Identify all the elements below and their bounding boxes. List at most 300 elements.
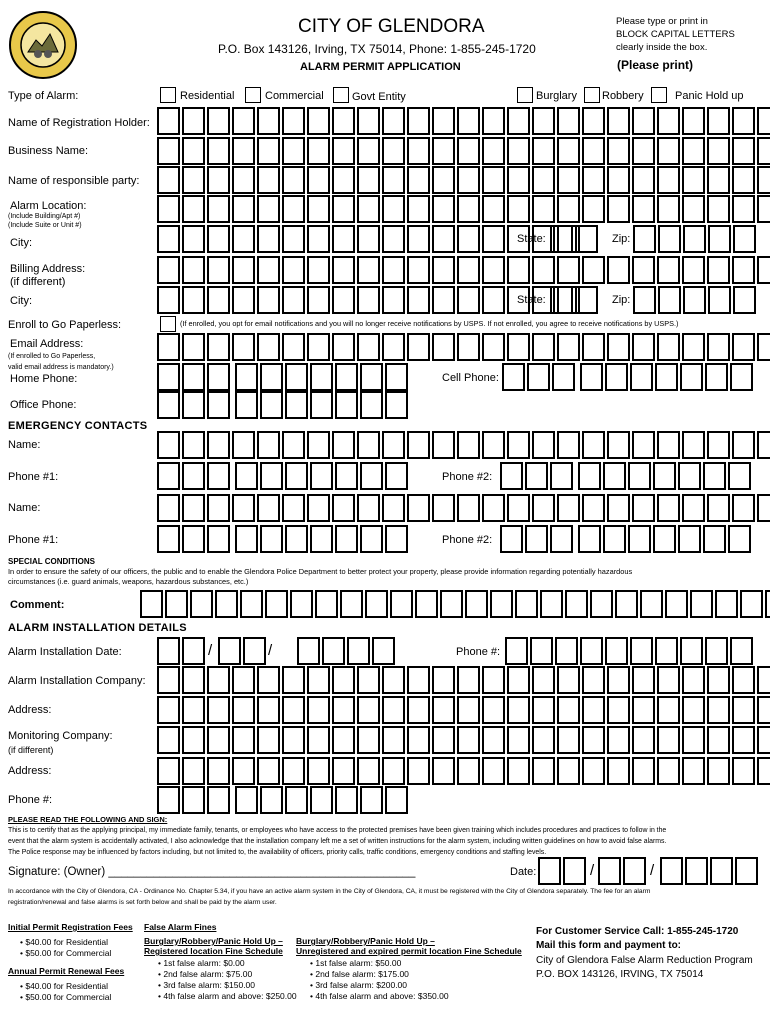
char-box[interactable] [315, 590, 338, 618]
char-box[interactable] [757, 431, 770, 459]
char-box[interactable] [182, 726, 205, 754]
char-box[interactable] [515, 590, 538, 618]
char-box[interactable] [732, 333, 755, 361]
e1-phone2-area-boxes[interactable] [500, 462, 575, 488]
char-box[interactable] [407, 757, 430, 785]
char-box[interactable] [623, 857, 646, 885]
char-box[interactable] [307, 757, 330, 785]
char-box[interactable] [728, 525, 751, 553]
char-box[interactable] [235, 363, 258, 391]
char-box[interactable] [432, 666, 455, 694]
char-box[interactable] [207, 256, 230, 284]
char-box[interactable] [182, 225, 205, 253]
char-box[interactable] [707, 333, 730, 361]
char-box[interactable] [682, 666, 705, 694]
char-box[interactable] [482, 494, 505, 522]
char-box[interactable] [507, 726, 530, 754]
char-box[interactable] [707, 696, 730, 724]
char-box[interactable] [707, 757, 730, 785]
e2-phone2-line-boxes[interactable] [653, 525, 753, 551]
char-box[interactable] [257, 333, 280, 361]
char-box[interactable] [632, 431, 655, 459]
char-box[interactable] [357, 696, 380, 724]
char-box[interactable] [322, 637, 345, 665]
char-box[interactable] [257, 696, 280, 724]
char-box[interactable] [347, 637, 370, 665]
email-boxes[interactable] [157, 333, 770, 359]
char-box[interactable] [557, 494, 580, 522]
char-box[interactable] [357, 757, 380, 785]
char-box[interactable] [382, 286, 405, 314]
char-box[interactable] [307, 726, 330, 754]
char-box[interactable] [432, 431, 455, 459]
char-box[interactable] [550, 462, 573, 490]
char-box[interactable] [335, 786, 358, 814]
char-box[interactable] [507, 333, 530, 361]
char-box[interactable] [527, 363, 550, 391]
char-box[interactable] [260, 786, 283, 814]
char-box[interactable] [507, 225, 530, 253]
char-box[interactable] [157, 525, 180, 553]
char-box[interactable] [157, 786, 180, 814]
char-box[interactable] [682, 256, 705, 284]
char-box[interactable] [165, 590, 188, 618]
char-box[interactable] [285, 786, 308, 814]
char-box[interactable] [332, 333, 355, 361]
char-box[interactable] [182, 525, 205, 553]
char-box[interactable] [457, 333, 480, 361]
char-box[interactable] [257, 225, 280, 253]
char-box[interactable] [260, 525, 283, 553]
char-box[interactable] [550, 286, 573, 314]
char-box[interactable] [630, 637, 653, 665]
char-box[interactable] [297, 637, 320, 665]
char-box[interactable] [190, 590, 213, 618]
char-box[interactable] [732, 256, 755, 284]
char-box[interactable] [757, 333, 770, 361]
char-box[interactable] [207, 107, 230, 135]
char-box[interactable] [658, 225, 681, 253]
char-box[interactable] [607, 726, 630, 754]
char-box[interactable] [265, 590, 288, 618]
char-box[interactable] [360, 525, 383, 553]
char-box[interactable] [482, 431, 505, 459]
sig-year-boxes[interactable] [660, 857, 760, 883]
char-box[interactable] [682, 137, 705, 165]
char-box[interactable] [232, 137, 255, 165]
char-box[interactable] [482, 666, 505, 694]
char-box[interactable] [307, 666, 330, 694]
char-box[interactable] [730, 637, 753, 665]
char-box[interactable] [457, 431, 480, 459]
char-box[interactable] [407, 494, 430, 522]
char-box[interactable] [705, 363, 728, 391]
char-box[interactable] [607, 696, 630, 724]
char-box[interactable] [157, 256, 180, 284]
char-box[interactable] [382, 333, 405, 361]
char-box[interactable] [707, 166, 730, 194]
char-box[interactable] [507, 256, 530, 284]
char-box[interactable] [432, 726, 455, 754]
char-box[interactable] [282, 286, 305, 314]
char-box[interactable] [607, 256, 630, 284]
char-box[interactable] [332, 166, 355, 194]
char-box[interactable] [282, 195, 305, 223]
char-box[interactable] [732, 726, 755, 754]
e2-phone1-prefix-boxes[interactable] [235, 525, 310, 551]
char-box[interactable] [207, 696, 230, 724]
char-box[interactable] [757, 107, 770, 135]
char-box[interactable] [525, 525, 548, 553]
char-box[interactable] [540, 590, 563, 618]
char-box[interactable] [232, 256, 255, 284]
char-box[interactable] [335, 462, 358, 490]
char-box[interactable] [757, 137, 770, 165]
char-box[interactable] [590, 590, 613, 618]
char-box[interactable] [407, 256, 430, 284]
char-box[interactable] [628, 462, 651, 490]
char-box[interactable] [307, 256, 330, 284]
char-box[interactable] [607, 166, 630, 194]
char-box[interactable] [682, 166, 705, 194]
char-box[interactable] [182, 195, 205, 223]
char-box[interactable] [680, 637, 703, 665]
char-box[interactable] [500, 525, 523, 553]
char-box[interactable] [532, 494, 555, 522]
char-box[interactable] [707, 431, 730, 459]
char-box[interactable] [432, 333, 455, 361]
char-box[interactable] [482, 726, 505, 754]
char-box[interactable] [365, 590, 388, 618]
char-box[interactable] [552, 363, 575, 391]
char-box[interactable] [557, 333, 580, 361]
char-box[interactable] [307, 696, 330, 724]
char-box[interactable] [385, 363, 408, 391]
char-box[interactable] [207, 391, 230, 419]
monitoring-phone-prefix-boxes[interactable] [235, 786, 310, 812]
char-box[interactable] [532, 166, 555, 194]
char-box[interactable] [157, 757, 180, 785]
char-box[interactable] [282, 166, 305, 194]
e1-phone1-area-boxes[interactable] [157, 462, 232, 488]
char-box[interactable] [432, 696, 455, 724]
char-box[interactable] [557, 757, 580, 785]
char-box[interactable] [360, 462, 383, 490]
char-box[interactable] [157, 225, 180, 253]
char-box[interactable] [382, 757, 405, 785]
char-box[interactable] [657, 666, 680, 694]
char-box[interactable] [407, 696, 430, 724]
char-box[interactable] [505, 637, 528, 665]
e1-phone2-line-boxes[interactable] [653, 462, 753, 488]
char-box[interactable] [582, 666, 605, 694]
char-box[interactable] [482, 166, 505, 194]
char-box[interactable] [243, 637, 266, 665]
char-box[interactable] [457, 666, 480, 694]
char-box[interactable] [282, 757, 305, 785]
char-box[interactable] [582, 431, 605, 459]
char-box[interactable] [732, 431, 755, 459]
char-box[interactable] [432, 166, 455, 194]
char-box[interactable] [603, 525, 626, 553]
char-box[interactable] [465, 590, 488, 618]
char-box[interactable] [157, 107, 180, 135]
char-box[interactable] [382, 195, 405, 223]
char-box[interactable] [532, 757, 555, 785]
char-box[interactable] [335, 363, 358, 391]
char-box[interactable] [340, 590, 363, 618]
char-box[interactable] [457, 757, 480, 785]
char-box[interactable] [532, 696, 555, 724]
char-box[interactable] [207, 666, 230, 694]
char-box[interactable] [182, 363, 205, 391]
char-box[interactable] [407, 431, 430, 459]
char-box[interactable] [607, 431, 630, 459]
char-box[interactable] [182, 166, 205, 194]
char-box[interactable] [657, 494, 680, 522]
char-box[interactable] [707, 726, 730, 754]
char-box[interactable] [653, 525, 676, 553]
char-box[interactable] [457, 256, 480, 284]
char-box[interactable] [550, 225, 573, 253]
char-box[interactable] [710, 857, 733, 885]
char-box[interactable] [182, 137, 205, 165]
char-box[interactable] [507, 286, 530, 314]
char-box[interactable] [740, 590, 763, 618]
char-box[interactable] [382, 696, 405, 724]
char-box[interactable] [707, 666, 730, 694]
char-box[interactable] [232, 757, 255, 785]
char-box[interactable] [682, 726, 705, 754]
char-box[interactable] [598, 857, 621, 885]
e1-phone2-prefix-boxes[interactable] [578, 462, 653, 488]
char-box[interactable] [507, 696, 530, 724]
char-box[interactable] [207, 462, 230, 490]
char-box[interactable] [705, 637, 728, 665]
comment-boxes[interactable] [140, 590, 770, 616]
char-box[interactable] [685, 857, 708, 885]
e2-phone1-area-boxes[interactable] [157, 525, 232, 551]
char-box[interactable] [532, 666, 555, 694]
char-box[interactable] [307, 137, 330, 165]
char-box[interactable] [732, 107, 755, 135]
char-box[interactable] [628, 525, 651, 553]
char-box[interactable] [757, 494, 770, 522]
char-box[interactable] [660, 857, 683, 885]
char-box[interactable] [385, 525, 408, 553]
char-box[interactable] [557, 696, 580, 724]
char-box[interactable] [157, 494, 180, 522]
char-box[interactable] [357, 195, 380, 223]
char-box[interactable] [632, 333, 655, 361]
char-box[interactable] [407, 137, 430, 165]
char-box[interactable] [285, 391, 308, 419]
char-box[interactable] [580, 363, 603, 391]
char-box[interactable] [707, 494, 730, 522]
char-box[interactable] [532, 107, 555, 135]
e2-phone1-line-boxes[interactable] [310, 525, 410, 551]
char-box[interactable] [532, 431, 555, 459]
char-box[interactable] [657, 333, 680, 361]
char-box[interactable] [733, 286, 756, 314]
monitoring-phone-area-boxes[interactable] [157, 786, 232, 812]
char-box[interactable] [257, 431, 280, 459]
char-box[interactable] [630, 363, 653, 391]
char-box[interactable] [607, 757, 630, 785]
char-box[interactable] [215, 590, 238, 618]
char-box[interactable] [382, 431, 405, 459]
char-box[interactable] [332, 431, 355, 459]
char-box[interactable] [565, 590, 588, 618]
char-box[interactable] [507, 195, 530, 223]
char-box[interactable] [415, 590, 438, 618]
char-box[interactable] [457, 195, 480, 223]
char-box[interactable] [332, 137, 355, 165]
char-box[interactable] [207, 195, 230, 223]
char-box[interactable] [332, 757, 355, 785]
char-box[interactable] [735, 857, 758, 885]
char-box[interactable] [385, 462, 408, 490]
char-box[interactable] [703, 525, 726, 553]
char-box[interactable] [732, 195, 755, 223]
char-box[interactable] [582, 726, 605, 754]
char-box[interactable] [310, 786, 333, 814]
char-box[interactable] [182, 462, 205, 490]
char-box[interactable] [482, 333, 505, 361]
alarm-location-boxes[interactable] [157, 195, 770, 221]
char-box[interactable] [285, 525, 308, 553]
robbery-checkbox[interactable] [584, 87, 600, 103]
cell-phone-line-boxes[interactable] [655, 363, 755, 389]
char-box[interactable] [157, 726, 180, 754]
char-box[interactable] [632, 494, 655, 522]
responsible-party-boxes[interactable] [157, 166, 770, 192]
char-box[interactable] [282, 696, 305, 724]
char-box[interactable] [682, 494, 705, 522]
char-box[interactable] [482, 107, 505, 135]
char-box[interactable] [690, 590, 713, 618]
char-box[interactable] [382, 166, 405, 194]
office-phone-prefix-boxes[interactable] [235, 391, 310, 417]
char-box[interactable] [360, 363, 383, 391]
char-box[interactable] [457, 137, 480, 165]
char-box[interactable] [582, 137, 605, 165]
char-box[interactable] [282, 431, 305, 459]
office-phone-area-boxes[interactable] [157, 391, 232, 417]
char-box[interactable] [557, 166, 580, 194]
install-day-boxes[interactable] [218, 637, 268, 663]
char-box[interactable] [482, 137, 505, 165]
char-box[interactable] [457, 225, 480, 253]
char-box[interactable] [332, 107, 355, 135]
char-box[interactable] [707, 256, 730, 284]
char-box[interactable] [658, 286, 681, 314]
char-box[interactable] [332, 195, 355, 223]
char-box[interactable] [457, 286, 480, 314]
char-box[interactable] [235, 462, 258, 490]
burglary-checkbox[interactable] [517, 87, 533, 103]
char-box[interactable] [157, 137, 180, 165]
char-box[interactable] [640, 590, 663, 618]
char-box[interactable] [708, 225, 731, 253]
char-box[interactable] [240, 590, 263, 618]
char-box[interactable] [257, 757, 280, 785]
char-box[interactable] [407, 726, 430, 754]
monitoring-phone-line-boxes[interactable] [310, 786, 410, 812]
char-box[interactable] [385, 391, 408, 419]
char-box[interactable] [457, 726, 480, 754]
home-phone-area-boxes[interactable] [157, 363, 232, 389]
char-box[interactable] [432, 494, 455, 522]
char-box[interactable] [732, 137, 755, 165]
char-box[interactable] [357, 166, 380, 194]
char-box[interactable] [582, 166, 605, 194]
char-box[interactable] [282, 225, 305, 253]
char-box[interactable] [232, 225, 255, 253]
char-box[interactable] [507, 431, 530, 459]
char-box[interactable] [582, 107, 605, 135]
char-box[interactable] [207, 333, 230, 361]
char-box[interactable] [307, 107, 330, 135]
char-box[interactable] [707, 107, 730, 135]
char-box[interactable] [357, 666, 380, 694]
char-box[interactable] [232, 696, 255, 724]
char-box[interactable] [582, 757, 605, 785]
char-box[interactable] [307, 431, 330, 459]
char-box[interactable] [525, 462, 548, 490]
char-box[interactable] [557, 726, 580, 754]
char-box[interactable] [538, 857, 561, 885]
char-box[interactable] [615, 590, 638, 618]
office-phone-line-boxes[interactable] [310, 391, 410, 417]
monitoring-company-boxes[interactable] [157, 726, 770, 752]
char-box[interactable] [678, 525, 701, 553]
char-box[interactable] [357, 137, 380, 165]
char-box[interactable] [530, 637, 553, 665]
char-box[interactable] [260, 363, 283, 391]
char-box[interactable] [657, 166, 680, 194]
char-box[interactable] [385, 786, 408, 814]
char-box[interactable] [182, 107, 205, 135]
business-name-boxes[interactable] [157, 137, 770, 163]
registration-holder-boxes[interactable] [157, 107, 770, 133]
char-box[interactable] [157, 666, 180, 694]
char-box[interactable] [382, 256, 405, 284]
char-box[interactable] [307, 286, 330, 314]
char-box[interactable] [607, 666, 630, 694]
char-box[interactable] [728, 462, 751, 490]
char-box[interactable] [607, 107, 630, 135]
char-box[interactable] [257, 256, 280, 284]
install-address-boxes[interactable] [157, 696, 770, 722]
billing-address-boxes[interactable] [157, 256, 770, 282]
char-box[interactable] [557, 256, 580, 284]
char-box[interactable] [765, 590, 770, 618]
e2-phone2-prefix-boxes[interactable] [578, 525, 653, 551]
char-box[interactable] [682, 757, 705, 785]
billing-state-boxes[interactable] [550, 286, 600, 312]
char-box[interactable] [235, 525, 258, 553]
char-box[interactable] [232, 107, 255, 135]
char-box[interactable] [730, 363, 753, 391]
char-box[interactable] [557, 137, 580, 165]
char-box[interactable] [232, 333, 255, 361]
char-box[interactable] [607, 195, 630, 223]
cell-phone-prefix-boxes[interactable] [580, 363, 655, 389]
char-box[interactable] [605, 363, 628, 391]
char-box[interactable] [500, 462, 523, 490]
char-box[interactable] [632, 137, 655, 165]
